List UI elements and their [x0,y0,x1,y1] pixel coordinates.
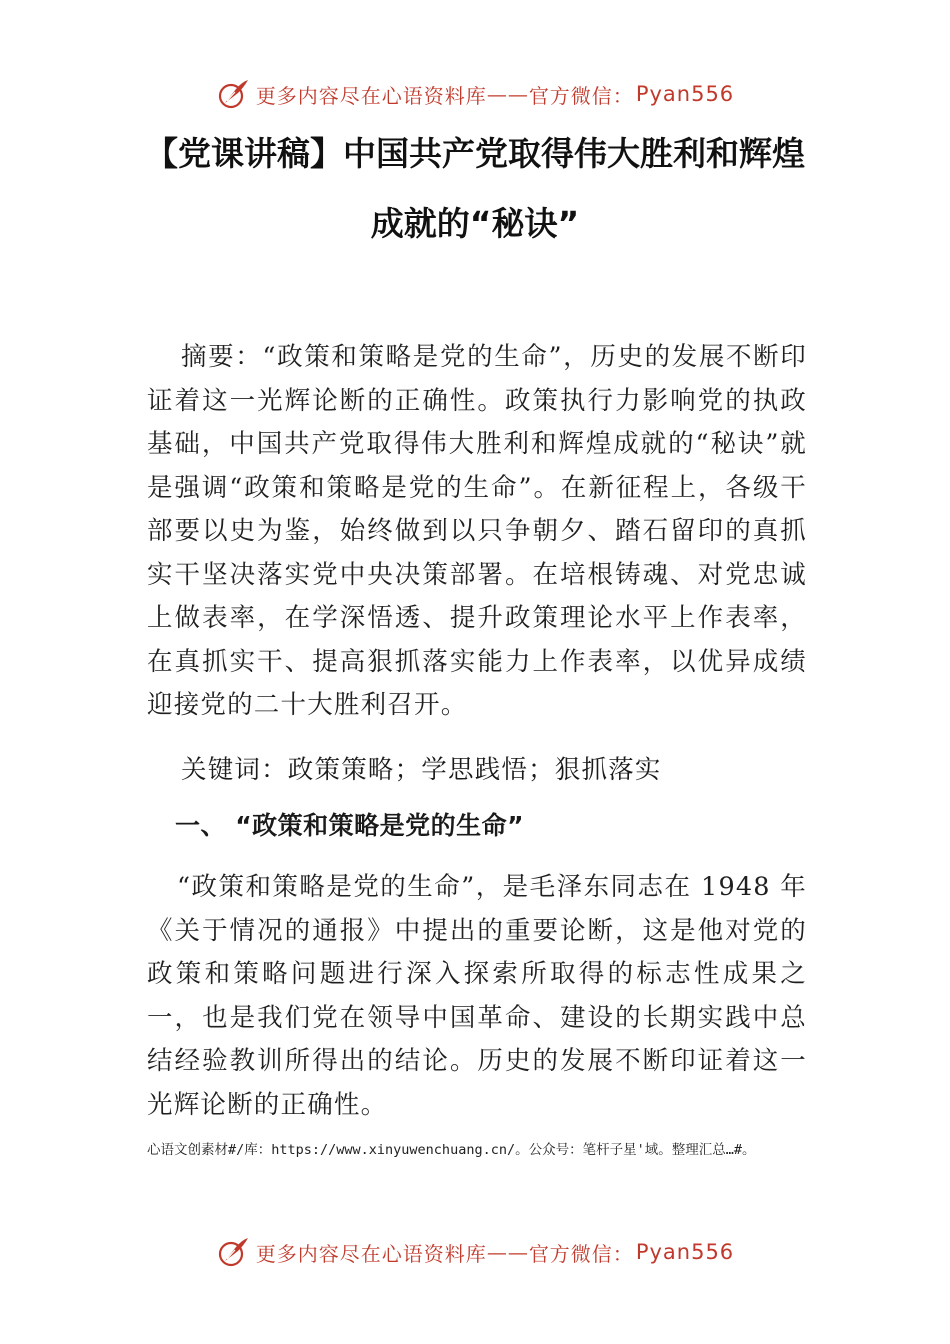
section-heading: 一、 “政策和策略是党的生命” [175,811,525,840]
banner-dash: —— [486,1240,529,1264]
banner-wechat-label: 官方微信： [528,83,634,108]
section-body-paragraph: “政策和策略是党的生命”，是毛泽东同志在 1948 年《关于情况的通报》中提出的重要论断，这是他对党的政策和策略问题进行深入探索所取得的标志性成果之一，也是我们党在领导中国革命、建设的长期实践中总结经验教训所得出的结论。历史的发展不断印证着这一光辉论断的正确性。 [147,872,807,1120]
banner-wechat-id: Pyan556 [635,1240,735,1264]
banner-text: 更多内容尽在心语资料库 [255,83,487,108]
bottom-banner [0,1232,950,1272]
banner-wechat-id: Pyan556 [635,82,735,106]
page-title-line2: 成就的“秘诀” [370,204,580,243]
quill-pen-circle-icon [216,77,250,111]
abstract-paragraph: 摘要：“政策和策略是党的生命”，历史的发展不断印证着这一光辉论断的正确性。政策执行力影响党的执政基础，中国共产党取得伟大胜利和辉煌成就的“秘诀”就是强调“政策和策略是党的生命”。在新征程上，各级干部要以史为鉴，始终做到以只争朝夕、踏石留印的真抓实干坚决落实党中央决策部署。在培根铸魂、对党忠诚上做表率，在学深悟透、提升政策理论水平上作表率，在真抓实干、提高狠抓落实能力上作表率，以优异成绩迎接党的二十大胜利召开。 [147,342,807,720]
banner-dash: —— [486,82,529,106]
banner-wechat-label: 官方微信： [528,1241,634,1266]
keywords-line: 关键词：政策策略；学思践悟；狠抓落实 [181,755,662,785]
banner-text: 更多内容尽在心语资料库 [255,1241,487,1266]
top-banner [0,74,950,114]
source-footnote: 心语文创素材#/库：https://www.xinyuwenchuang.cn/。公众号：笔杆子星'域。整理汇总…#。 [147,1142,756,1158]
page-title-line1: 【党课讲稿】中国共产党取得伟大胜利和辉煌 [145,134,805,173]
quill-pen-circle-icon [216,1235,250,1269]
